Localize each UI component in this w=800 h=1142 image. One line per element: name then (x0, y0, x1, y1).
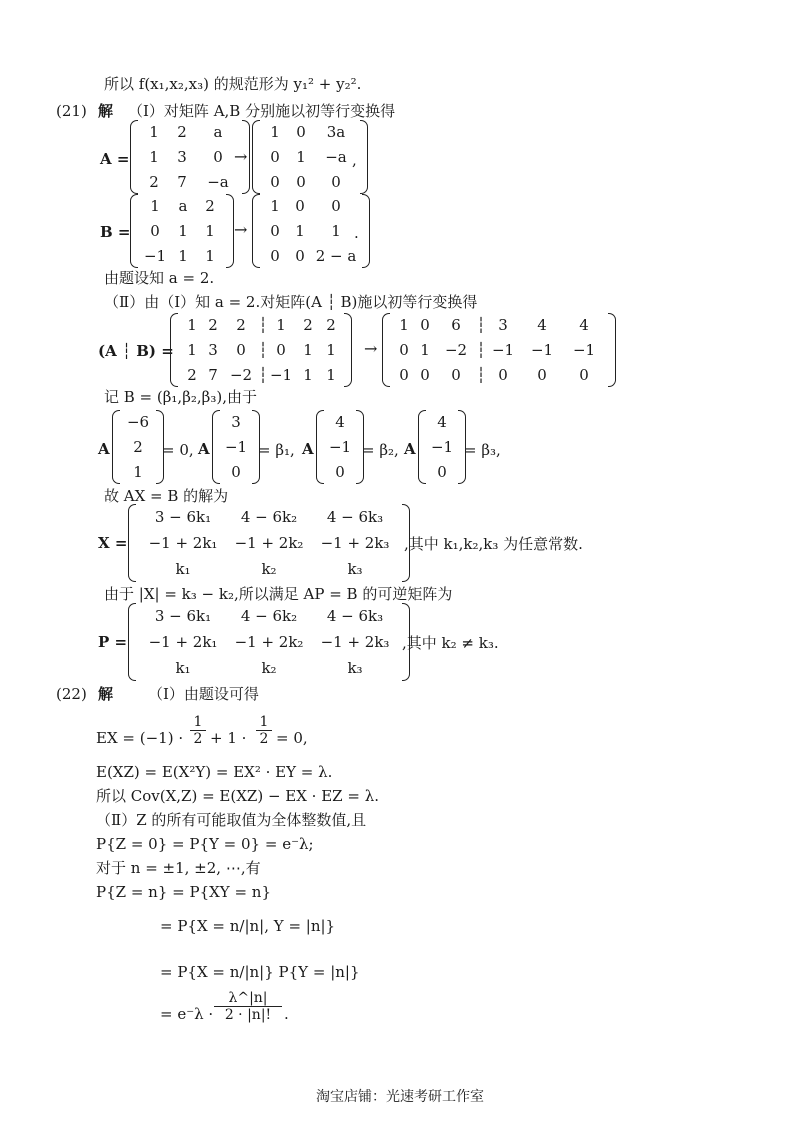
matrix-cell: 4 (579, 316, 589, 335)
text-line-a-equals-2: 由题设知 a = 2. (104, 269, 215, 287)
matrix-cell: 1 (205, 221, 215, 240)
matrix-cell: 0 (399, 340, 409, 359)
vec-eq-A4: A (404, 440, 416, 458)
question-22-jie: 解 (98, 685, 114, 703)
matrix-cell: 0 (335, 462, 345, 481)
matrix-cell: 1 (331, 221, 341, 240)
pz0-line: P{Z = 0} = P{Y = 0} = e⁻λ; (96, 835, 314, 853)
text-line-define-beta: 记 B = (β₁,β₂,β₃),由于 (104, 388, 257, 406)
matrix-cell: 6 (451, 316, 461, 335)
matrix-cell: 0 (296, 172, 306, 191)
matrix-cell: a (178, 197, 188, 216)
matrix-cell: 0 (331, 197, 341, 216)
matrix-cell: 0 (579, 365, 589, 384)
matrix-cell: 0 (399, 365, 409, 384)
matrix-cell: 0 (537, 365, 547, 384)
matrix-cell: 1 (326, 340, 336, 359)
matrix-P-label: P = (98, 633, 128, 651)
matrix-cell: k₁ (175, 659, 191, 677)
matrix-cell: 2 (303, 316, 313, 335)
matrix-cell: −1 (143, 246, 167, 265)
matrix-cell: 2 − a (315, 246, 357, 265)
matrix-A-label: A = (100, 150, 130, 168)
comma: , (352, 151, 357, 169)
question-21-part1: （Ⅰ）对矩阵 A,B 分别施以初等行变换得 (128, 102, 396, 120)
matrix-cell: 4 (537, 316, 547, 335)
matrix-cell: 0 (331, 172, 341, 191)
pzn3-line: = P{X = n/|n|} P{Y = |n|} (160, 963, 360, 981)
matrix-cell: k₂ (261, 560, 277, 578)
matrix-X-label: X = (98, 534, 128, 552)
matrix-cell: 0 (451, 365, 461, 384)
text-line-normal-form: 所以 f(x₁,x₂,x₃) 的规范形为 y₁² + y₂². (104, 75, 362, 93)
text-line-invertible-P: 由于 |X| = k₃ − k₂,所以满足 AP = B 的可逆矩阵为 (104, 585, 453, 603)
matrix-cell: 0 (296, 123, 306, 142)
vec-eq-result-1: = 0, (162, 441, 194, 459)
matrix-cell: −1 + 2k₁ (148, 633, 218, 651)
matrix-cell: 1 (420, 340, 430, 359)
matrix-cell: 2 (187, 365, 197, 384)
cov-line: 所以 Cov(X,Z) = E(XZ) − EX · EZ = λ. (96, 787, 379, 805)
matrix-cell: 0 (270, 246, 280, 265)
matrix-cell: 2 (149, 172, 159, 191)
text-line-part2: （Ⅱ）由（Ⅰ）知 a = 2.对矩阵(A ┆ B)施以初等行变换得 (104, 293, 478, 311)
matrix-AB-reduced (382, 313, 616, 387)
matrix-cell: 1 (178, 246, 188, 265)
matrix-cell: 1 (295, 221, 305, 240)
ex-line-post: = 0, (276, 729, 308, 747)
matrix-cell: 0 (150, 221, 160, 240)
matrix-cell: 3 (208, 340, 218, 359)
matrix-cell: 1 (149, 147, 159, 166)
matrix-cell: −1 + 2k₂ (234, 633, 304, 651)
matrix-X-note: ,其中 k₁,k₂,k₃ 为任意常数. (404, 535, 583, 553)
matrix-cell: −1 + 2k₃ (320, 534, 390, 552)
matrix-cell: 0 (213, 147, 223, 166)
matrix-cell: −1 + 2k₃ (320, 633, 390, 651)
matrix-cell: −2 (444, 340, 468, 359)
matrix-cell: −2 (229, 365, 253, 384)
matrix-cell: 4 − 6k₃ (326, 607, 384, 625)
matrix-cell: 1 (326, 365, 336, 384)
matrix-cell: 1 (270, 123, 280, 142)
matrix-cell: 0 (270, 147, 280, 166)
matrix-cell: 4 (335, 413, 345, 432)
matrix-cell: k₂ (261, 659, 277, 677)
matrix-cell: 4 − 6k₂ (240, 607, 298, 625)
question-22-part1: （Ⅰ）由题设可得 (148, 685, 259, 703)
matrix-cell: ┆ (476, 365, 486, 384)
matrix-cell: −6 (126, 413, 150, 432)
vector-2 (212, 410, 260, 484)
matrix-cell: 1 (205, 246, 215, 265)
matrix-cell: 1 (149, 123, 159, 142)
matrix-cell: 2 (236, 316, 246, 335)
vec-eq-A2: A (198, 440, 210, 458)
matrix-B (130, 194, 234, 268)
exz-line: E(XZ) = E(X²Y) = EX² · EY = λ. (96, 763, 333, 781)
matrix-cell: −a (207, 172, 229, 191)
vec-eq-A3: A (302, 440, 314, 458)
matrix-A (130, 120, 250, 194)
question-22-number: (22) (56, 685, 87, 703)
forn-line: 对于 n = ±1, ±2, ⋯,有 (96, 859, 261, 877)
matrix-cell: 0 (236, 340, 246, 359)
matrix-cell: 3a (326, 123, 346, 142)
matrix-cell: 2 (133, 437, 143, 456)
vec-eq-result-2: = β₁, (258, 441, 295, 459)
matrix-cell: ┆ (476, 316, 486, 335)
matrix-cell: 7 (177, 172, 187, 191)
question-21-number: (21) (56, 102, 87, 120)
matrix-cell: 7 (208, 365, 218, 384)
matrix-cell: −1 + 2k₂ (234, 534, 304, 552)
matrix-cell: ┆ (476, 340, 486, 359)
vector-4 (418, 410, 466, 484)
fraction-half-1: $\frac{1}{2}$ (190, 714, 206, 747)
matrix-cell: −1 (328, 437, 352, 456)
matrix-cell: 3 (231, 413, 241, 432)
matrix-cell: 0 (420, 316, 430, 335)
vec-eq-result-3: = β₂, (362, 441, 399, 459)
matrix-cell: ┆ (258, 365, 268, 384)
matrix-P (128, 603, 410, 681)
matrix-cell: 1 (270, 197, 280, 216)
matrix-cell: 3 − 6k₁ (154, 607, 212, 625)
matrix-cell: −1 + 2k₁ (148, 534, 218, 552)
period: . (284, 1005, 289, 1023)
matrix-cell: k₃ (347, 659, 363, 677)
matrix-cell: 0 (498, 365, 508, 384)
vector-1 (112, 410, 164, 484)
matrix-cell: 0 (295, 197, 305, 216)
matrix-X (128, 504, 410, 582)
matrix-cell: 1 (296, 147, 306, 166)
matrix-cell: −1 (491, 340, 515, 359)
arrow-icon: → (234, 220, 248, 239)
matrix-cell: 2 (208, 316, 218, 335)
matrix-cell: −1 (572, 340, 596, 359)
matrix-cell: 3 (498, 316, 508, 335)
matrix-cell: 1 (178, 221, 188, 240)
part2-line: （Ⅱ）Z 的所有可能取值为全体整数值,且 (96, 811, 367, 829)
matrix-cell: 3 − 6k₁ (154, 508, 212, 526)
matrix-cell: 0 (270, 221, 280, 240)
matrix-cell: ┆ (258, 316, 268, 335)
matrix-cell: −a (325, 147, 347, 166)
matrix-cell: 0 (270, 172, 280, 191)
matrix-cell: −1 (430, 437, 454, 456)
matrix-cell: 1 (150, 197, 160, 216)
matrix-cell: 4 − 6k₃ (326, 508, 384, 526)
matrix-A-reduced (252, 120, 368, 194)
question-21-jie: 解 (98, 102, 114, 120)
matrix-cell: ┆ (258, 340, 268, 359)
fraction-half-2: $\frac{1}{2}$ (256, 714, 272, 747)
period: . (354, 224, 359, 242)
matrix-cell: 1 (303, 365, 313, 384)
matrix-cell: 1 (133, 462, 143, 481)
ex-line-mid: + 1 · (210, 729, 247, 747)
matrix-cell: 4 (437, 413, 447, 432)
matrix-P-note: ,其中 k₂ ≠ k₃. (402, 634, 499, 652)
matrix-cell: 2 (177, 123, 187, 142)
matrix-cell: k₃ (347, 560, 363, 578)
vector-3 (316, 410, 364, 484)
matrix-cell: 0 (276, 340, 286, 359)
arrow-icon: → (234, 147, 248, 166)
matrix-cell: 1 (399, 316, 409, 335)
matrix-cell: 0 (231, 462, 241, 481)
matrix-cell: −1 (269, 365, 293, 384)
matrix-B-reduced (252, 194, 370, 268)
matrix-cell: 2 (326, 316, 336, 335)
matrix-cell: 1 (187, 316, 197, 335)
matrix-cell: 3 (177, 147, 187, 166)
pzn4-line: = e⁻λ · (160, 1005, 214, 1023)
matrix-cell: 0 (420, 365, 430, 384)
ex-line-pre: EX = (−1) · (96, 729, 184, 747)
matrix-B-label: B = (100, 223, 131, 241)
matrix-cell: −1 (224, 437, 248, 456)
matrix-cell: 1 (276, 316, 286, 335)
matrix-cell: 1 (303, 340, 313, 359)
matrix-cell: 0 (295, 246, 305, 265)
matrix-cell: 1 (187, 340, 197, 359)
matrix-AB-label: (A ┆ B) = (98, 342, 174, 360)
footer-shop-name: 淘宝店铺：光速考研工作室 (316, 1089, 484, 1105)
text-line-solution-of-AX-B: 故 AX = B 的解为 (104, 487, 229, 505)
matrix-cell: 2 (205, 197, 215, 216)
matrix-cell: 0 (437, 462, 447, 481)
matrix-cell: 4 − 6k₂ (240, 508, 298, 526)
vec-eq-result-4: = β₃, (464, 441, 501, 459)
vec-eq-A1: A (98, 440, 110, 458)
pzn-line: P{Z = n} = P{XY = n} (96, 883, 271, 901)
matrix-cell: a (213, 123, 223, 142)
matrix-cell: k₁ (175, 560, 191, 578)
arrow-icon: → (364, 339, 378, 358)
matrix-AB (170, 313, 352, 387)
fraction-final: $\frac{\lambda\^{}|n|}{2 \cdot |n|!}$ (214, 990, 282, 1023)
pzn2-line: = P{X = n/|n|, Y = |n|} (160, 917, 336, 935)
matrix-cell: −1 (530, 340, 554, 359)
